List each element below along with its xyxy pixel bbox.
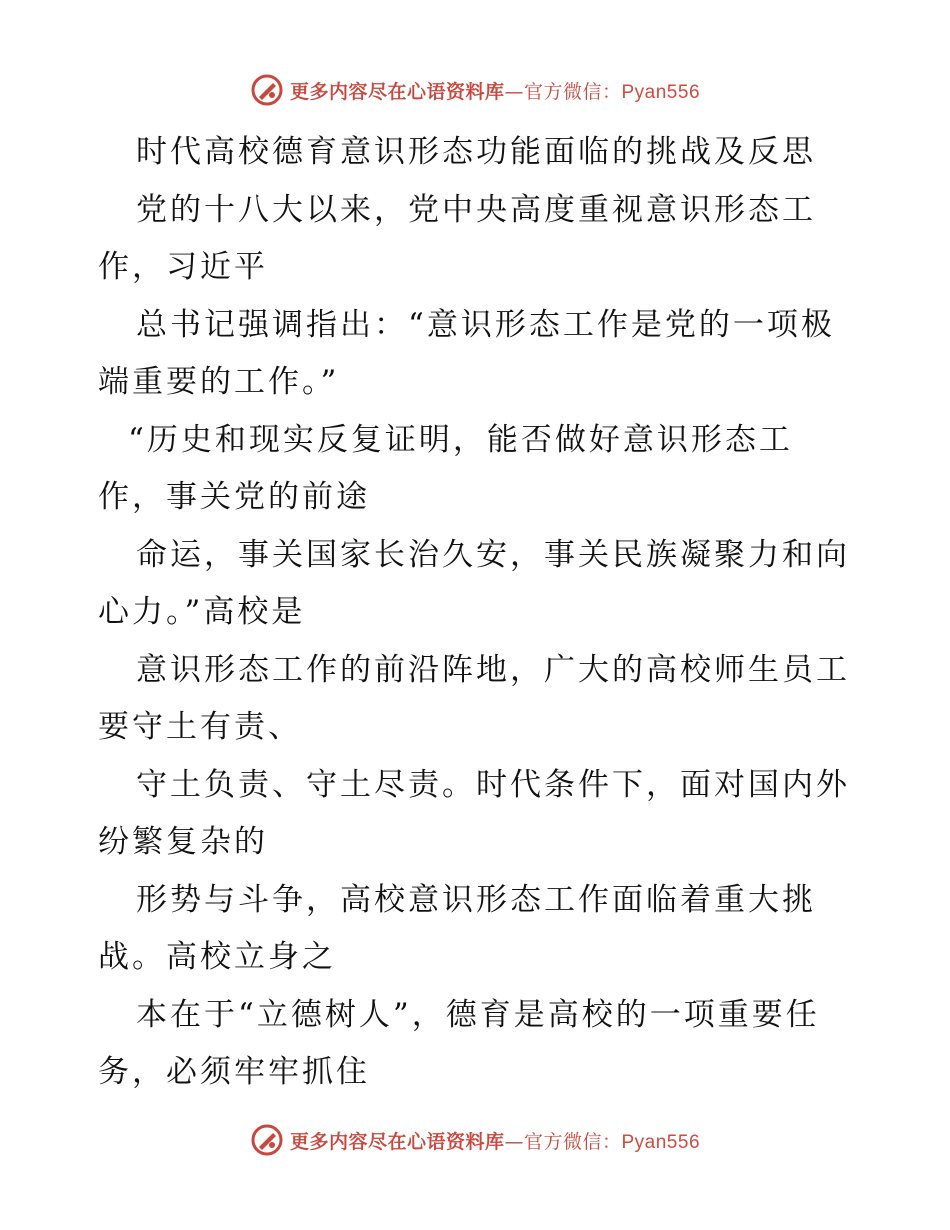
watermark-contact-label: 官方微信：	[523, 80, 622, 103]
body-text-line: 作，事关党的前途	[98, 479, 370, 515]
body-text-line: 守土负责、守土尽责。时代条件下，面对国内外	[136, 766, 850, 803]
footer-watermark	[0, 1120, 950, 1160]
watermark-contact-label: 官方微信：	[523, 1130, 622, 1153]
body-text-line: 要守土有责、	[98, 709, 302, 745]
watermark-dash: —	[504, 80, 524, 103]
brand-logo-icon	[250, 73, 284, 107]
watermark-text	[290, 77, 700, 104]
document-body	[98, 124, 868, 1102]
body-text-line: 战。高校立身之	[98, 939, 336, 975]
body-text-line: 形势与斗争，高校意识形态工作面临着重大挑	[136, 881, 816, 918]
body-text-line: 作，习近平	[98, 249, 268, 285]
watermark-contact-id: Pyan556	[621, 1131, 701, 1153]
body-text-line: 本在于“立德树人”，德育是高校的一项重要任	[136, 996, 820, 1033]
document-title-line: 时代高校德育意识形态功能面临的挑战及反思	[136, 134, 816, 170]
watermark-brand: 更多内容尽在心语资料库	[289, 1130, 505, 1153]
watermark-brand: 更多内容尽在心语资料库	[289, 80, 505, 103]
body-text-line: 务，必须牢牢抓住	[98, 1054, 370, 1090]
body-text-line: 命运，事关国家长治久安，事关民族凝聚力和向	[136, 536, 850, 573]
brand-logo-icon	[250, 1123, 284, 1157]
body-text-line: “历史和现实反复证明，能否做好意识形态工	[128, 421, 793, 458]
body-text-line: 意识形态工作的前沿阵地，广大的高校师生员工	[136, 651, 850, 688]
body-text-line: 端重要的工作。”	[98, 364, 340, 400]
body-text-line: 纷繁复杂的	[98, 824, 268, 860]
header-watermark	[0, 70, 950, 110]
watermark-contact-id: Pyan556	[621, 81, 701, 103]
body-text-line: 党的十八大以来，党中央高度重视意识形态工	[136, 191, 816, 228]
body-text-line: 心力。”高校是	[98, 594, 306, 630]
watermark-dash: —	[504, 1130, 524, 1153]
watermark-text	[290, 1127, 700, 1154]
body-text-line: 总书记强调指出：“意识形态工作是党的一项极	[136, 306, 835, 343]
